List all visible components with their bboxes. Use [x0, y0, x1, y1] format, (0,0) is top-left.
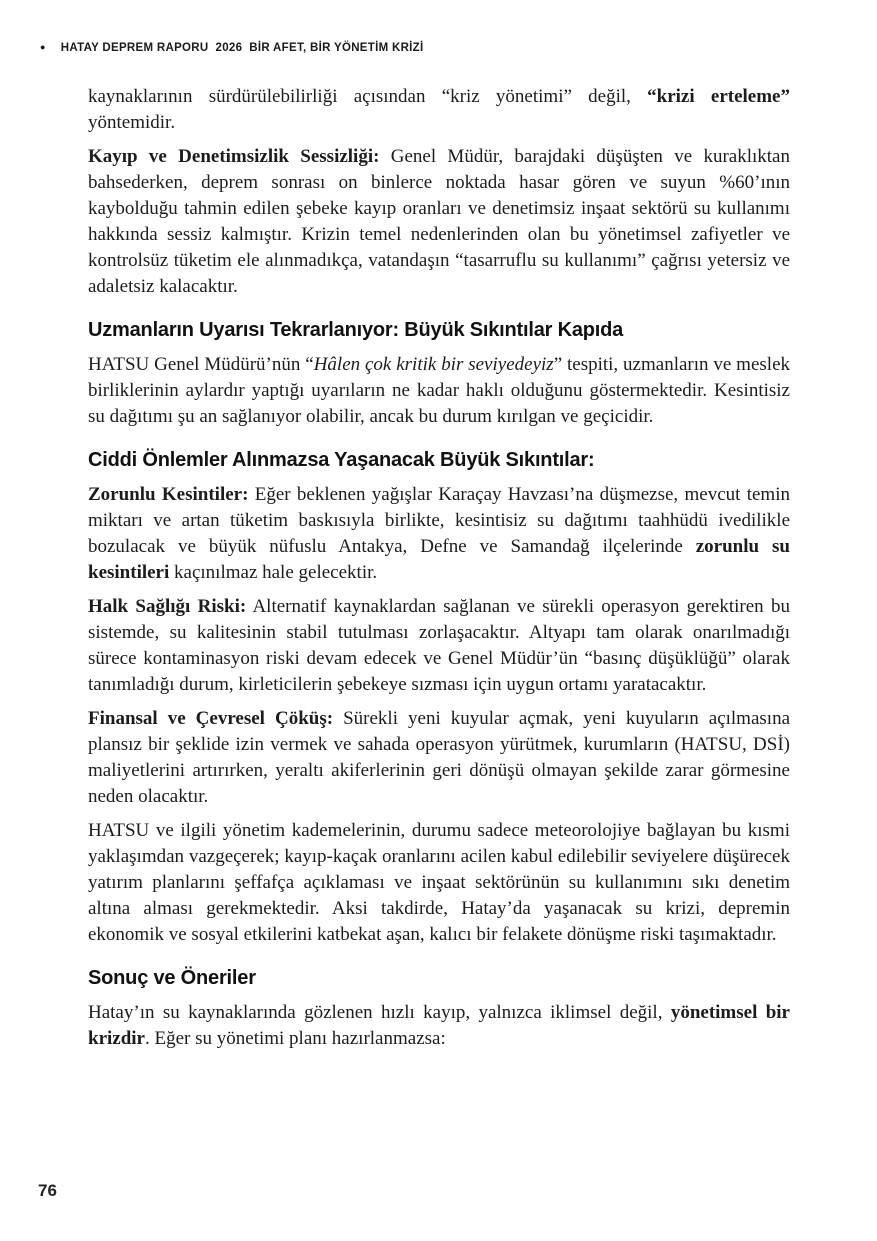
text-run: HATSU ve ilgili yönetim kademelerinin, durumu sadece meteorolojiye bağlayan bu kısmi yaklaşımdan vazgeçerek; kayıp-kaçak oranlarını acilen kabul edilebilir seviyelere düşürecek yatırım planlarını şeffafça açıklaması ve inşaat sektörünün su kullanımını sıkı denetim altına alması gerekmektedir. Aksi takdirde, Hatay’da yaşanacak su krizi, depremin ekonomik ve sosyal etkilerini katbekat aşan, kalıcı bir felakete dönüşme riski taşımaktadır. [88, 820, 790, 945]
text-run: Hâlen çok kritik bir seviyedeyiz [313, 354, 554, 375]
section-heading [88, 318, 790, 342]
running-header-title: HATAY DEPREM RAPORU 2026 BİR AFET, BİR YÖNETİM KRİZİ [60, 42, 424, 54]
text-run: yöntemidir. [88, 112, 176, 133]
text-run: Sürekli yeni kuyular açmak, yeni kuyuların açılmasına plansız bir şeklide izin vermek ve sahada operasyon yürütmek, kurumların (HATSU, DSİ) maliyetlerini artırırken, yeraltı akiferlerinin geri dönüşü olmayan şekilde zarar görmesine neden olacaktır. [88, 708, 790, 807]
text-run: kaçınılmaz hale gelecektir. [169, 562, 378, 583]
text-run: ” tespiti, uzmanların ve meslek birliklerinin aylardır yaptığı uyarıların ne kadar haklı olduğunu göstermektedir. Kesintisiz su dağıtımı şu an sağlanıyor olabilir, ancak bu durum kırılgan ve geçicidir. [88, 354, 791, 427]
text-run: Finansal ve Çevresel Çöküş: [88, 708, 334, 729]
text-run: Halk Sağlığı Riski: [88, 596, 247, 617]
text-run: zorunlu su kesintileri [88, 536, 790, 583]
paragraph [88, 706, 790, 810]
text-run: “krizi erteleme” [647, 86, 790, 107]
text-run: kaynaklarının sürdürülebilirliği açısından “kriz yönetimi” değil, [88, 86, 648, 107]
text-run: Genel Müdür, barajdaki düşüşten ve kuraklıktan bahsederken, deprem sonrası on binlerce noktada hasar gören ve suyun %60’ının kaybolduğu tahmin edilen şebeke kayıp oranları ve denetimsiz inşaat sektörü su kullanımı hakkında sessiz kalmıştır. Krizin temel nedenlerinden olan bu yönetimsel zafiyetler ve kontrolsüz tüketim ele alınmadıkça, vatandaşın “tasarruflu su kullanımı” çağrısı yetersiz ve adaletsiz kalacaktır. [88, 146, 790, 297]
paragraph [88, 144, 790, 300]
text-run: Ciddi Önlemler Alınmazsa Yaşanacak Büyük Sıkıntılar: [88, 449, 595, 471]
text-run: Sonuç ve Öneriler [88, 967, 256, 989]
text-run: Hatay’ın su kaynaklarında gözlenen hızlı kayıp, yalnızca iklimsel değil, [88, 1002, 671, 1023]
paragraph [88, 482, 790, 586]
paragraph [88, 1000, 790, 1052]
running-header [40, 42, 424, 54]
text-run: Uzmanların Uyarısı Tekrarlanıyor: Büyük Sıkıntılar Kapıda [88, 319, 624, 341]
text-run: HATSU Genel Müdürü’nün “ [88, 354, 314, 375]
page-number: 76 [38, 1181, 57, 1200]
text-run: Alternatif kaynaklardan sağlanan ve sürekli operasyon gerektiren bu sistemde, su kalitesinin stabil tutulması zorlaşacaktır. Altyapı tam olarak onarılmadığı sürece kontaminasyon riski devam edecek ve Genel Müdür’ün “basınç düşüklüğü” olarak tanımladığı durum, kirleticilerin şebekeye sızması için uygun ortamı yaratacaktır. [88, 596, 790, 695]
text-run: . Eğer su yönetimi planı hazırlanmazsa: [145, 1028, 446, 1049]
paragraph [88, 818, 790, 948]
text-run: Zorunlu Kesintiler: [88, 484, 249, 505]
bullet-icon: ● [40, 41, 46, 52]
section-heading [88, 448, 790, 472]
text-run: Kayıp ve Denetimsizlik Sessizliği: [88, 146, 380, 167]
paragraph [88, 84, 790, 136]
paragraph [88, 352, 790, 430]
section-heading [88, 966, 790, 990]
text-run: yönetimsel bir krizdir [88, 1002, 790, 1049]
document-body [88, 84, 790, 1060]
text-run: Eğer beklenen yağışlar Karaçay Havzası’na düşmezse, mevcut temin miktarı ve artan tüketim baskısıyla birlikte, kesintisiz su dağıtımı taahhüdü ivedilikle bozulacak ve büyük nüfuslu Antakya, Defne ve Samandağ ilçelerinde [88, 484, 790, 557]
paragraph [88, 594, 790, 698]
